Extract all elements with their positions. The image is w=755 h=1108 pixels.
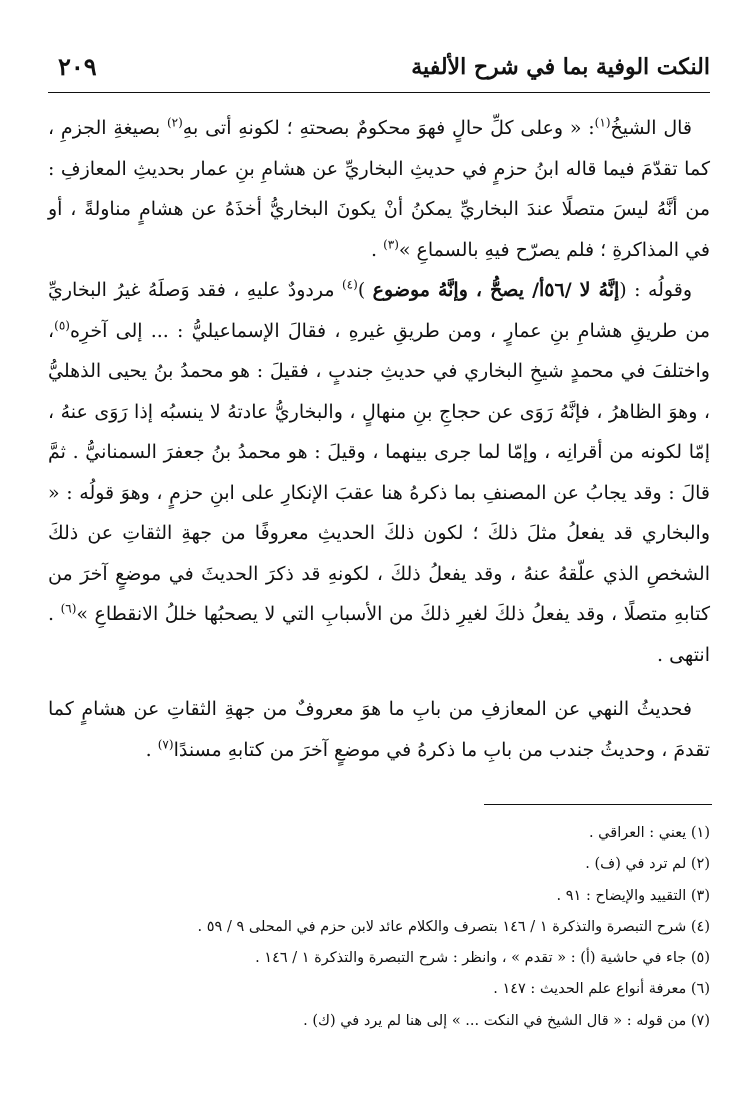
paragraph-2	[48, 270, 710, 675]
header-divider	[48, 92, 710, 93]
paragraph-1	[48, 108, 710, 270]
text-run: ، واختلفَ في محمدٍ شيخِ البخاري في حديثِ جندبٍ ، فقيلَ : هو محمدُ بنُ يحيى الذهليُّ ، وهوَ الظاهرُ ، فإنَّهُ رَوَى عن حجاجِ بنِ منهالٍ ، والبخاريُّ عادتهُ لا ينسبُه إذا رَوَى عنهُ ، إمّا لكونه من أقرانِه ، وإمّا لما جرى بينهما ، وقيلَ : هو محمدُ بنُ جعفرَ السمنانيُّ . ثمَّ قالَ : وقد يجابُ عن المصنفِ بما ذكرهُ هنا عقبَ الإنكارِ على ابنِ حزمٍ ، وهوَ قولُه : « والبخاري قد يفعلُ مثلَ ذلكَ ؛ لكون ذلكَ الحديثِ معروفًا من جهةِ الثقاتِ عن ذلكَ الشخصِ الذي علّقهُ عنهُ ، وقد يفعلُ ذلكَ ، لكونهِ قد ذكرَ الحديثَ في موضعٍ آخرَ من كتابهِ متصلًا ، وقد يفعلُ ذلكَ لغيرِ ذلكَ من الأسبابِ التي لا يصحبُها خللُ الانقطاعِ »	[48, 319, 710, 625]
footnote-ref-1[interactable]: (١)	[594, 115, 611, 130]
footnote-ref-7[interactable]: (٧)	[157, 737, 174, 752]
footnote-4: (٤) شرح التبصرة والتذكرة ١ / ١٤٦ بتصرف والكلام عائد لابن حزم في المحلى ٩ / ٥٩ .	[197, 918, 710, 935]
footnote-2: (٢) لم ترد في (ف) .	[585, 856, 710, 873]
footnote-ref-2[interactable]: (٢)	[166, 115, 183, 130]
text-run: .	[145, 738, 158, 761]
footnote-3: (٣) التقييد والإيضاح : ٩١ .	[556, 887, 710, 904]
footnote-ref-4[interactable]: (٤)	[341, 277, 358, 292]
page-number: ٢٠٩	[58, 52, 97, 81]
quoted-phrase: إنَّهُ لا /٥٦أ/ يصحُّ ، وإنَّهُ موضوع	[372, 279, 620, 301]
footnotes	[48, 818, 710, 1037]
text-run: )	[357, 279, 373, 301]
book-title: النكت الوفية بما في شرح الألفية	[411, 54, 710, 80]
text-run: . انتهى .	[48, 603, 710, 666]
main-text	[48, 108, 710, 770]
text-run: قال الشيخُ	[610, 117, 692, 139]
footnote-divider	[484, 804, 712, 805]
running-header	[48, 50, 710, 90]
footnote-1: (١) يعني : العراقي .	[588, 825, 710, 841]
footnote-6: (٦) معرفة أنواع علم الحديث : ١٤٧ .	[493, 981, 710, 998]
footnote-ref-3[interactable]: (٣)	[383, 237, 399, 252]
footnote-5: (٥) جاء في حاشية (أ) : « تقدم » ، وانظر : شرح التبصرة والتذكرة ١ / ١٤٦ .	[255, 950, 710, 967]
text-run: وقولُه : (	[619, 279, 692, 301]
text-run: مردودٌ عليهِ ، فقد وَصلَهُ غيرُ البخاريِّ من طريقِ هشامِ بنِ عمارٍ ، ومن طريقِ غيرهِ ، فقالَ الإسماعيليُّ : ... إلى آخرِه	[48, 279, 710, 342]
paragraph-3	[48, 689, 710, 770]
text-run: بصيغةِ الجزمِ ، كما تقدّمَ فيما قاله ابنُ حزمٍ في حديثِ البخاريِّ عن هشامِ بنِ عمار بحديثِ المعازفِ : من أنَّهُ ليسَ متصلًا عندَ البخاريِّ يمكنُ أنْ يكونَ البخاريُّ أخذَهُ عن هشامٍ مناولةً ، أو في المذاكرةِ ؛ فلم يصرّح فيهِ بالسماعِ »	[48, 117, 710, 261]
text-run: .	[370, 238, 384, 261]
footnote-ref-5[interactable]: (٥)	[54, 318, 70, 333]
footnote-7: (٧) من قوله : « قال الشيخ في النكت ... » إلى هنا لم يرد في (ك) .	[303, 1012, 710, 1029]
text-run: فحديثُ النهي عن المعازفِ من بابِ ما هوَ معروفٌ من جهةِ الثقاتِ عن هشامٍ كما تقدمَ ، وحديثُ جندب من بابِ ما ذكرهُ في موضعٍ آخرَ من كتابهِ مسندًا	[48, 698, 710, 761]
footnote-ref-6[interactable]: (٦)	[60, 601, 77, 616]
text-run: : « وعلى كلِّ حالٍ فهوَ محكومٌ بصحتهِ ؛ لكونهِ أتى بهِ	[182, 117, 595, 139]
